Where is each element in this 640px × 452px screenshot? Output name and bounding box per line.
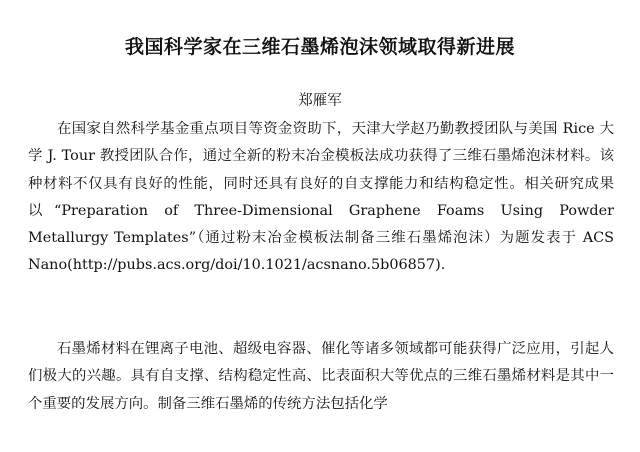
- body-paragraph-2: 石墨烯材料在锂离子电池、超级电容器、催化等诸多领域都可能获得广泛应用，引起人们极大的兴趣。具有自支撑、结构稳定性高、比表面积大等优点的三维石墨烯材料是其中一个重要的发展方向。制备三维石墨烯的传统方法包括化学: [28, 341, 614, 412]
- article-title: 我国科学家在三维石墨烯泡沫领域取得新进展: [124, 36, 515, 58]
- article-author: 郑雁军: [298, 93, 342, 109]
- body-paragraph-1: 在国家自然科学基金重点项目等资金资助下，天津大学赵乃勤教授团队与美国 Rice 大学 J. Tour 教授团队合作，通过全新的粉末冶金模板法成功获得了三维石墨烯泡沫材料。该种材料不仅具有良好的性能，同时还具有良好的自支撑能力和结构稳定性。相关研究成果以“Preparation of Three-Dimensional Graphene Foams Using Powder Metallurgy Templates”（通过粉末冶金模板法制备三维石墨烯泡沫）为题发表于 ACS Nano(http://pubs.acs.org/doi/10.1021/acsnano.5b06857).: [28, 121, 614, 274]
